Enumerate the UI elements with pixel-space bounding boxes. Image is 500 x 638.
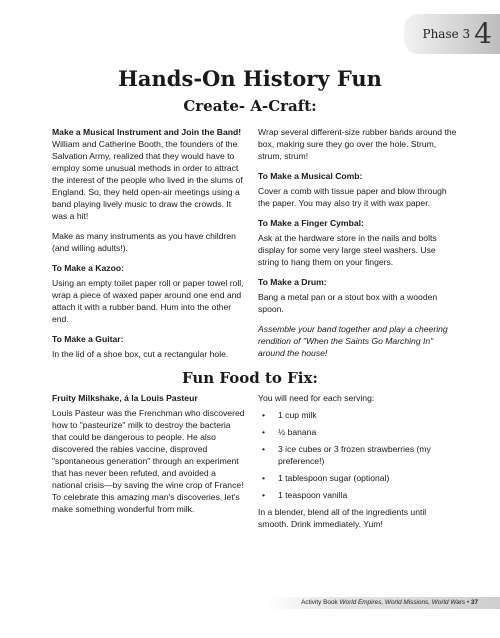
food-section-title: Fun Food to Fix: xyxy=(182,369,318,387)
ingredient-list xyxy=(258,409,458,501)
kazoo-heading: To Make a Kazoo: xyxy=(52,263,124,273)
ingredient-item: • 1 teaspoon vanilla xyxy=(258,489,458,501)
directions-paragraph: In a blender, blend all of the ingredients until smooth. Drink immediately. Yum! xyxy=(258,507,427,529)
booth-intro-paragraph: William and Catherine Booth, the founders of the Salvation Army, realized that they would have to employ some unusual methods in order to attract the interest of the people who lived in the slums of England. So, they held open-air meetings using a band playing lively music to draw the crowds. It was a hit! xyxy=(52,139,243,221)
phase-number: 4 xyxy=(474,17,492,50)
footer-book-title: World Empires, World Missions, World Wars xyxy=(339,599,466,606)
craft-left-column xyxy=(52,126,246,368)
drum-paragraph: Bang a metal pan or a stout box with a wooden spoon. xyxy=(258,292,438,314)
pasteur-intro-paragraph: Louis Pasteur was the Frenchman who discovered how to "pasteurize" milk to destroy the bacteria that could be dangerous to people. He also discovered the rabies vaccine, disproved "spontaneous generation" through an experiment that has never been refuted, and avoided a national crisis—by saving the wine crop of France! To celebrate this amazing man's discoveries, let's make something wonderful from milk. xyxy=(52,408,245,514)
ingredient-item: • 1 cup milk xyxy=(258,409,458,421)
food-right-column xyxy=(258,392,458,538)
drum-heading: To Make a Drum: xyxy=(258,277,327,287)
guitar-paragraph: In the lid of a shoe box, cut a rectangular hole. xyxy=(52,349,229,359)
footer-prefix: Activity Book xyxy=(301,599,338,606)
craft-right-column xyxy=(258,126,458,367)
page-footer xyxy=(301,599,478,606)
ingredient-item: • 3 ice cubes or 3 frozen strawberries (my preference!) xyxy=(258,443,458,467)
ingredient-item: • ½ banana xyxy=(258,426,458,438)
comb-paragraph: Cover a comb with tissue paper and blow through the paper. You may also try it with wax paper. xyxy=(258,186,447,208)
food-left-column xyxy=(52,392,246,523)
phase-tab xyxy=(404,14,500,54)
closing-paragraph xyxy=(258,323,458,359)
ingredient-item: • 1 tablespoon sugar (optional) xyxy=(258,472,458,484)
phase-label: Phase 3 xyxy=(422,27,471,41)
cymbal-heading: To Make a Finger Cymbal: xyxy=(258,218,364,228)
craft-section-title: Create- A-Craft: xyxy=(183,97,317,115)
guitar-paragraph-continued: Wrap several different-size rubber bands around the box, making sure they go over the hole. Strum, strum, strum! xyxy=(258,127,457,161)
closing-text: Assemble your band together and play a cheering rendition of "When the Saints Go Marching In" around the house! xyxy=(258,324,448,358)
kazoo-paragraph: Using an empty toilet paper roll or paper towel roll, wrap a piece of waxed paper around one end and attach it with a rubber band. Hum into the other end. xyxy=(52,278,244,324)
comb-heading: To Make a Musical Comb: xyxy=(258,171,363,181)
cymbal-paragraph: Ask at the hardware store in the nails and bolts display for some very large steel washers. Use string to hang them on your fingers. xyxy=(258,233,437,267)
page-title: Hands-On History Fun xyxy=(118,66,382,91)
page-number: 37 xyxy=(470,599,478,606)
footer-separator: • xyxy=(466,599,470,606)
need-paragraph: You will need for each serving: xyxy=(258,393,375,403)
recipe-heading: Fruity Milkshake, á la Louis Pasteur xyxy=(52,393,198,403)
guitar-heading: To Make a Guitar: xyxy=(52,334,124,344)
instrument-heading: Make a Musical Instrument and Join the Band! xyxy=(52,127,242,137)
make-many-paragraph: Make as many instruments as you have children (and willing adults!). xyxy=(52,231,236,253)
